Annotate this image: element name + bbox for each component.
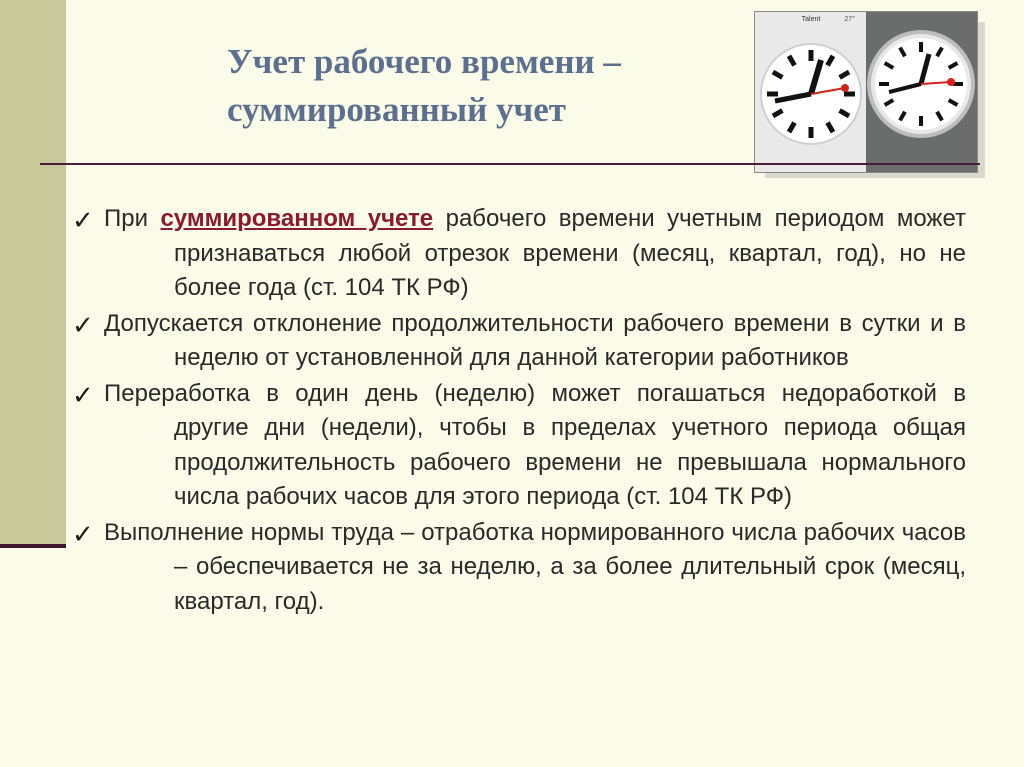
slide-title [227, 38, 747, 134]
bullet-item [72, 202, 966, 306]
bullet-text: При суммированном учете рабочего времени учетным периодом может признаваться любой отрезок времени (месяц, квартал, год), но не более года (ст. 104 ТК РФ) [104, 205, 967, 301]
checkmark-icon: ✓ [72, 519, 94, 550]
bullet-text: Выполнение нормы труда – отработка нормированного числа рабочих часов – обеспечивается не за неделю, а за более длительный срок (месяц, квартал, год). [104, 518, 966, 615]
checkmark-icon: ✓ [72, 206, 94, 236]
clocks-illustration [755, 12, 977, 172]
checkmark-icon: ✓ [72, 310, 94, 341]
left-sidebar-decoration [0, 0, 66, 548]
bullet-item [72, 516, 966, 620]
clock-temp: 27° [844, 16, 855, 23]
clock-label: Talent [801, 16, 821, 23]
bullet-text: Переработка в один день (неделю) может погашаться недоработкой в другие дни (недели), чтобы в пределах учетного периода общая продолжительность рабочего времени не превышала нормального числа рабочих часов для этого периода (ст. 104 ТК РФ) [104, 379, 966, 510]
right-clock-face-icon [869, 32, 973, 136]
bullet-list [72, 202, 966, 620]
bullet-item [72, 377, 966, 515]
checkmark-icon: ✓ [72, 380, 94, 411]
sidebar-rule [0, 544, 66, 548]
highlight-term: суммированном учете [160, 205, 434, 232]
title-line-1: Учет рабочего времени – [227, 42, 621, 81]
title-divider [40, 163, 980, 165]
bullet-text: Допускается отклонение продолжительности рабочего времени в сутки и в неделю от установленной для данной категории работников [104, 309, 966, 371]
title-line-2: суммированный учет [227, 90, 566, 129]
bullet-item [72, 307, 966, 376]
clocks-photo [755, 12, 977, 172]
